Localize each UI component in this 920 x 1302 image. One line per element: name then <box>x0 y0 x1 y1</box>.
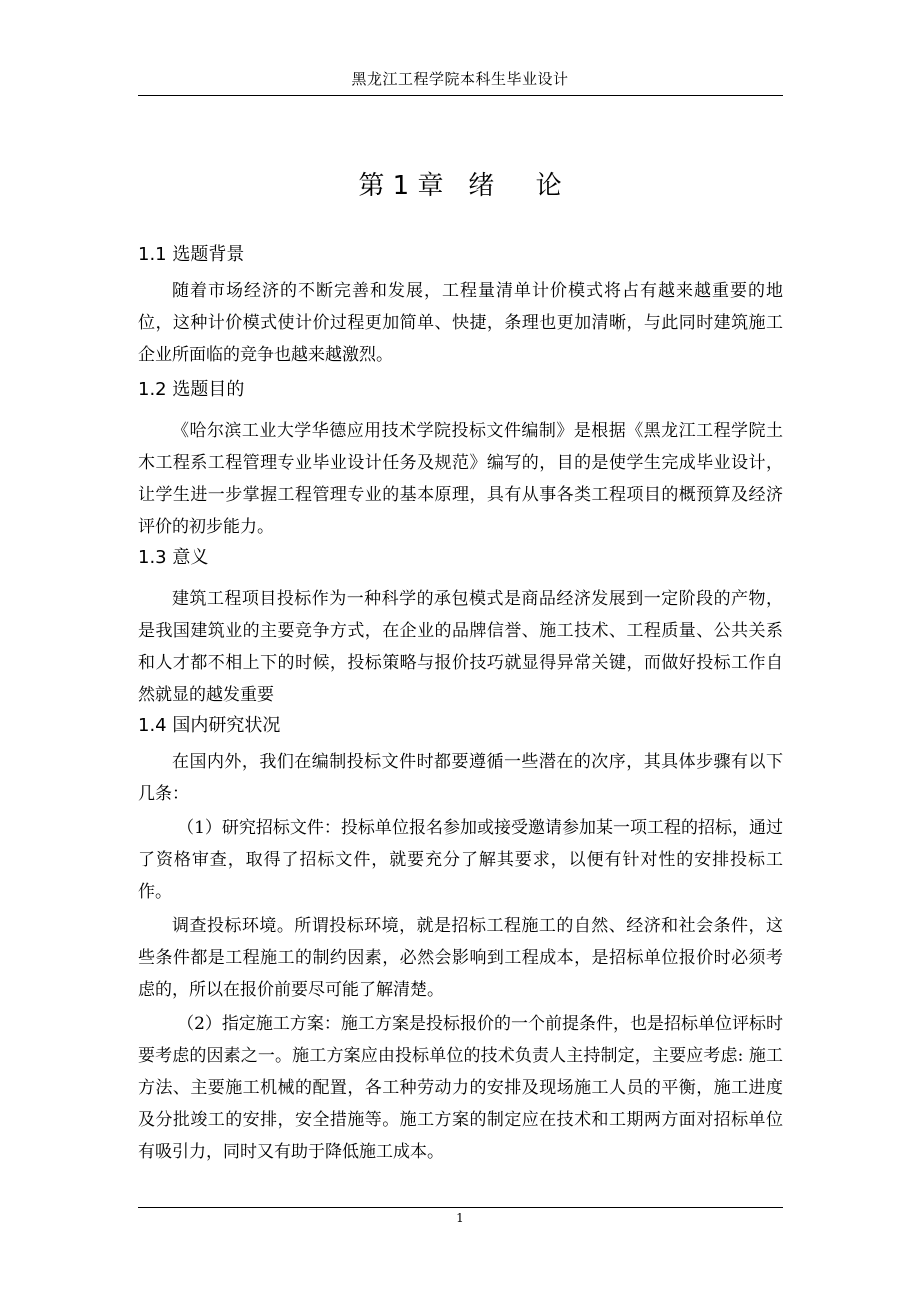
paragraph-step-1: （1）研究招标文件：投标单位报名参加或接受邀请参加某一项工程的招标，通过了资格审查，取得了招标文件，就要充分了解其要求，以便有针对性的安排投标工作。 <box>138 818 783 902</box>
running-header-title: 黑龙江工程学院本科生毕业设计 <box>351 70 569 88</box>
section-heading-1-1: 1.1 选题背景 <box>138 244 245 265</box>
section-heading-1-2: 1.2 选题目的 <box>138 379 245 400</box>
paragraph-background: 随着市场经济的不断完善和发展，工程量清单计价模式将占有越来越重要的地位，这种计价模式使计价过程更加简单、快捷，条理也更加清晰，与此同时建筑施工企业所面临的竞争也越来越激烈。 <box>138 281 783 365</box>
paragraph-significance: 建筑工程项目投标作为一种科学的承包模式是商品经济发展到一定阶段的产物，是我国建筑业的主要竞争方式，在企业的品牌信誉、施工技术、工程质量、公共关系和人才都不相上下的时候，投标策略与报价技巧就显得异常关键，而做好投标工作自然就显的越发重要 <box>138 589 783 705</box>
chapter-title: 第 1 章 绪 论 <box>358 171 562 201</box>
paragraph-domestic-intro: 在国内外，我们在编制投标文件时都要遵循一些潜在的次序，其具体步骤有以下几条： <box>138 752 783 804</box>
paragraph-step-2: （2）指定施工方案：施工方案是投标报价的一个前提条件，也是招标单位评标时要考虑的因素之一。施工方案应由投标单位的技术负责人主持制定，主要应考虑: 施工方法、主要施工机械的配置，各工种劳动力的安排及现场施工人员的平衡，施工进度及分批竣工的安排，安全措施等。施工方案的制定应在技术和工期两方面对招标单位有吸引力，同时又有助于降低施工成本。 <box>138 1014 783 1162</box>
section-heading-1-3: 1.3 意义 <box>138 547 209 568</box>
paragraph-environment: 调查投标环境。所谓投标环境，就是招标工程施工的自然、经济和社会条件，这些条件都是工程施工的制约因素，必然会影响到工程成本，是招标单位报价时必须考虑的，所以在报价前要尽可能了解清楚。 <box>138 916 783 1000</box>
paragraph-purpose: 《哈尔滨工业大学华德应用技术学院投标文件编制》是根据《黑龙江工程学院土木工程系工程管理专业毕业设计任务及规范》编写的，目的是使学生完成毕业设计，让学生进一步掌握工程管理专业的基本原理，具有从事各类工程项目的概预算及经济评价的初步能力。 <box>138 421 783 537</box>
section-heading-1-4: 1.4 国内研究状况 <box>138 715 281 736</box>
footer-divider <box>138 1207 783 1208</box>
page-number: 1 <box>456 1211 464 1225</box>
header-divider <box>138 95 783 96</box>
